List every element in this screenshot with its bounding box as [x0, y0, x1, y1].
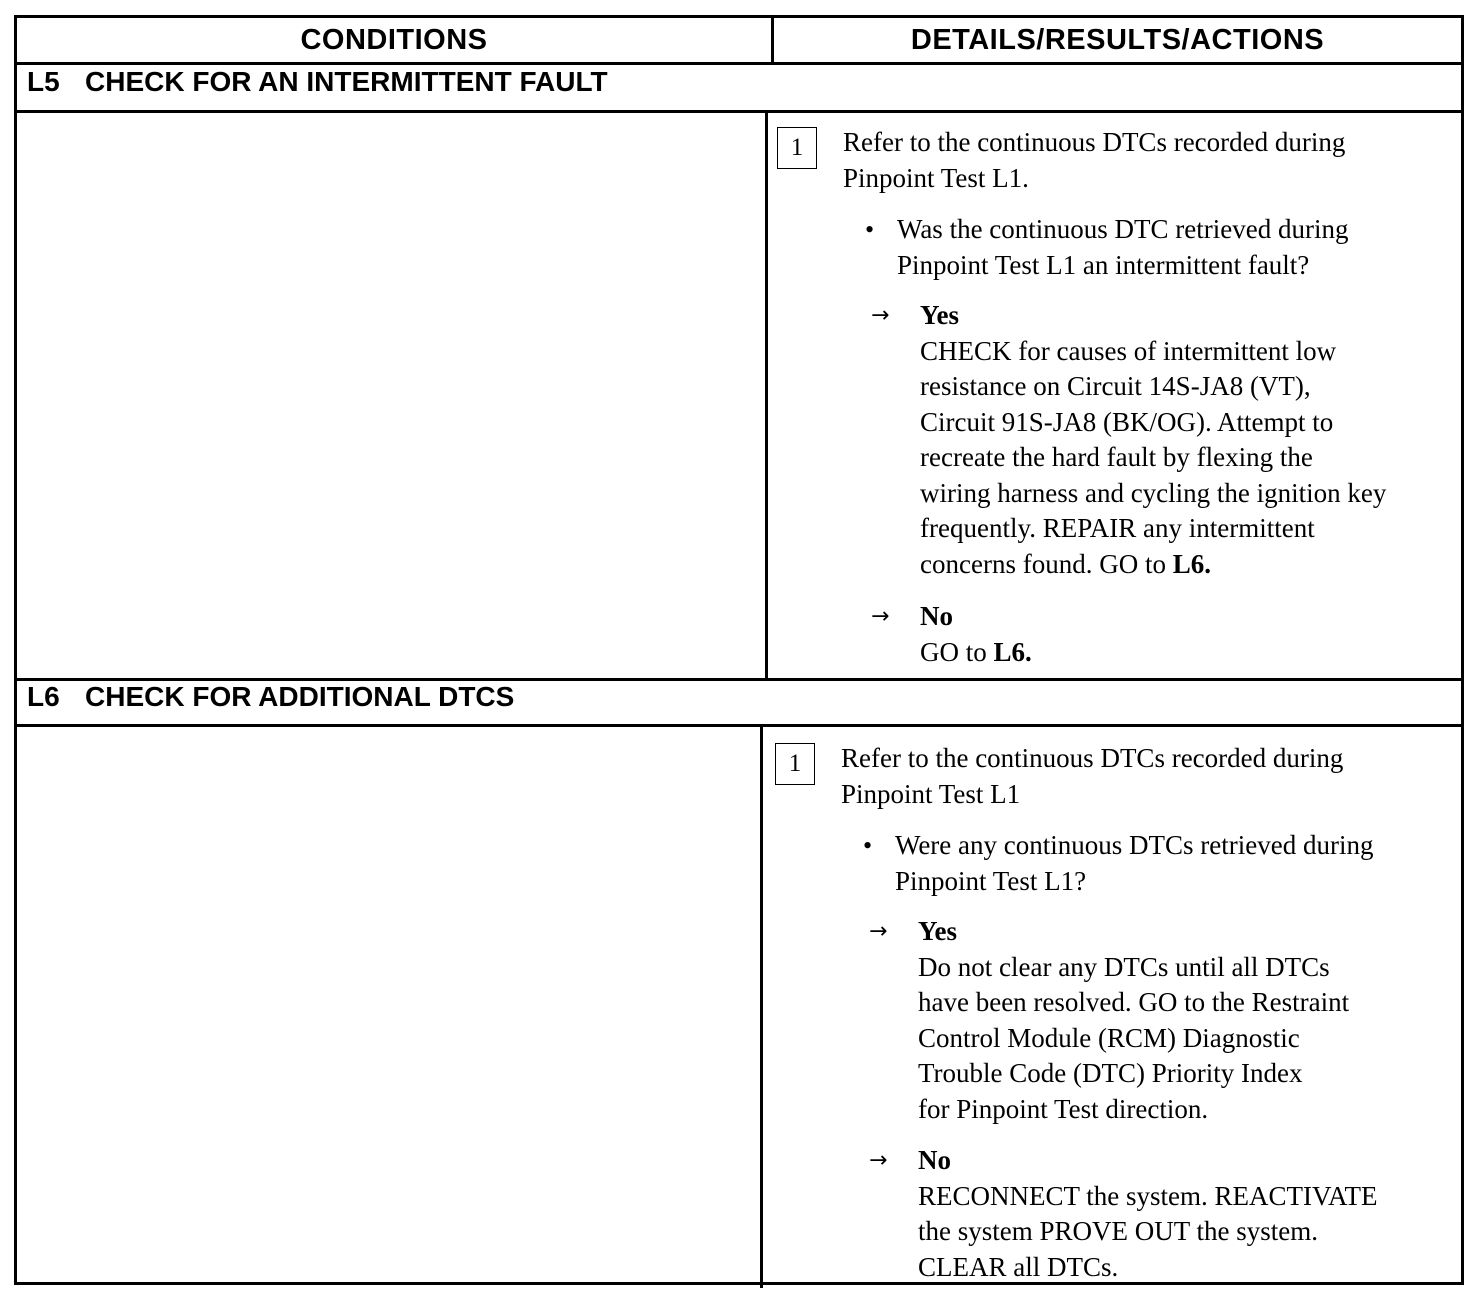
no-action: RECONNECT the system. REACTIVATE the system PROVE OUT the system. CLEAR all DTCs.	[918, 1180, 1378, 1282]
l6-details-cell: 1 Refer to the continuous DTCs recorded during Pinpoint Test L1 • Were any continuous DTCs retrieved during Pinpoint Test L1? → Yes Do not clear any DTCs until all DTCs have been resolved. GO to the Restraint Control Module (RCM) Diagnostic Trouble Code (DTC) Priority Index for Pinpoint Test direction. → No RECONNECT the system. REACTIVATE the system PROVE OUT the system. CLEAR all DTCs.	[775, 741, 1455, 1281]
step-id: L6	[27, 681, 60, 712]
header-divider	[771, 18, 774, 62]
details-column-header: DETAILS/RESULTS/ACTIONS	[910, 23, 1325, 56]
no-label: No	[918, 1145, 951, 1175]
l6-column-divider	[760, 724, 763, 1288]
header-rule	[17, 62, 1461, 65]
step-instruction: Refer to the continuous DTCs recorded during Pinpoint Test L1	[841, 743, 1344, 809]
yes-action: CHECK for causes of intermittent low resistance on Circuit 14S-JA8 (VT), Circuit 91S-JA8 (BK/OG). Attempt to recreate the hard fault by flexing the wiring harness and cycling the ignition key frequently. REPAIR any intermittent concerns found. GO to L6.	[920, 335, 1387, 579]
yes-label: Yes	[920, 300, 959, 330]
l6-title-rule	[17, 724, 1461, 727]
step-title-text: CHECK FOR AN INTERMITTENT FAULT	[85, 66, 608, 97]
l5-details-cell: 1 Refer to the continuous DTCs recorded during Pinpoint Test L1. • Was the continuous DTC retrieved during Pinpoint Test L1 an intermittent fault? → Yes CHECK for causes of intermittent low resistance on Circuit 14S-JA8 (VT), Circuit 91S-JA8 (BK/OG). Attempt to recreate the hard fault by flexing the wiring harness and cycling the ignition key frequently. REPAIR any intermittent concerns found. GO to L6. → No GO to L6.	[777, 125, 1457, 675]
step-instruction: Refer to the continuous DTCs recorded during Pinpoint Test L1.	[843, 127, 1346, 193]
conditions-column-header: CONDITIONS	[300, 23, 488, 56]
step-id: L5	[27, 66, 60, 97]
step-number-box: 1	[775, 743, 815, 785]
goto-link: L6.	[993, 636, 1032, 667]
arrow-right-icon: →	[869, 919, 888, 944]
arrow-right-icon: →	[869, 1148, 888, 1173]
l5-title-rule	[17, 110, 1461, 113]
l5-column-divider	[765, 110, 768, 678]
no-action: GO to L6.	[920, 636, 1032, 667]
step-title-l6	[27, 681, 514, 713]
bullet-icon: •	[865, 215, 875, 244]
yes-label: Yes	[918, 916, 957, 946]
arrow-right-icon: →	[871, 303, 890, 328]
yes-action: Do not clear any DTCs until all DTCs have been resolved. GO to the Restraint Control Module (RCM) Diagnostic Trouble Code (DTC) Priority Index for Pinpoint Test direction.	[918, 951, 1350, 1124]
arrow-right-icon: →	[871, 604, 890, 629]
no-label: No	[920, 601, 953, 631]
goto-link: L6.	[1172, 548, 1211, 579]
step-number-box: 1	[777, 127, 817, 169]
step-title-l5	[27, 66, 608, 98]
diagnostic-table	[14, 15, 1464, 1285]
bullet-icon: •	[863, 831, 873, 860]
step-title-text: CHECK FOR ADDITIONAL DTCS	[85, 681, 515, 712]
